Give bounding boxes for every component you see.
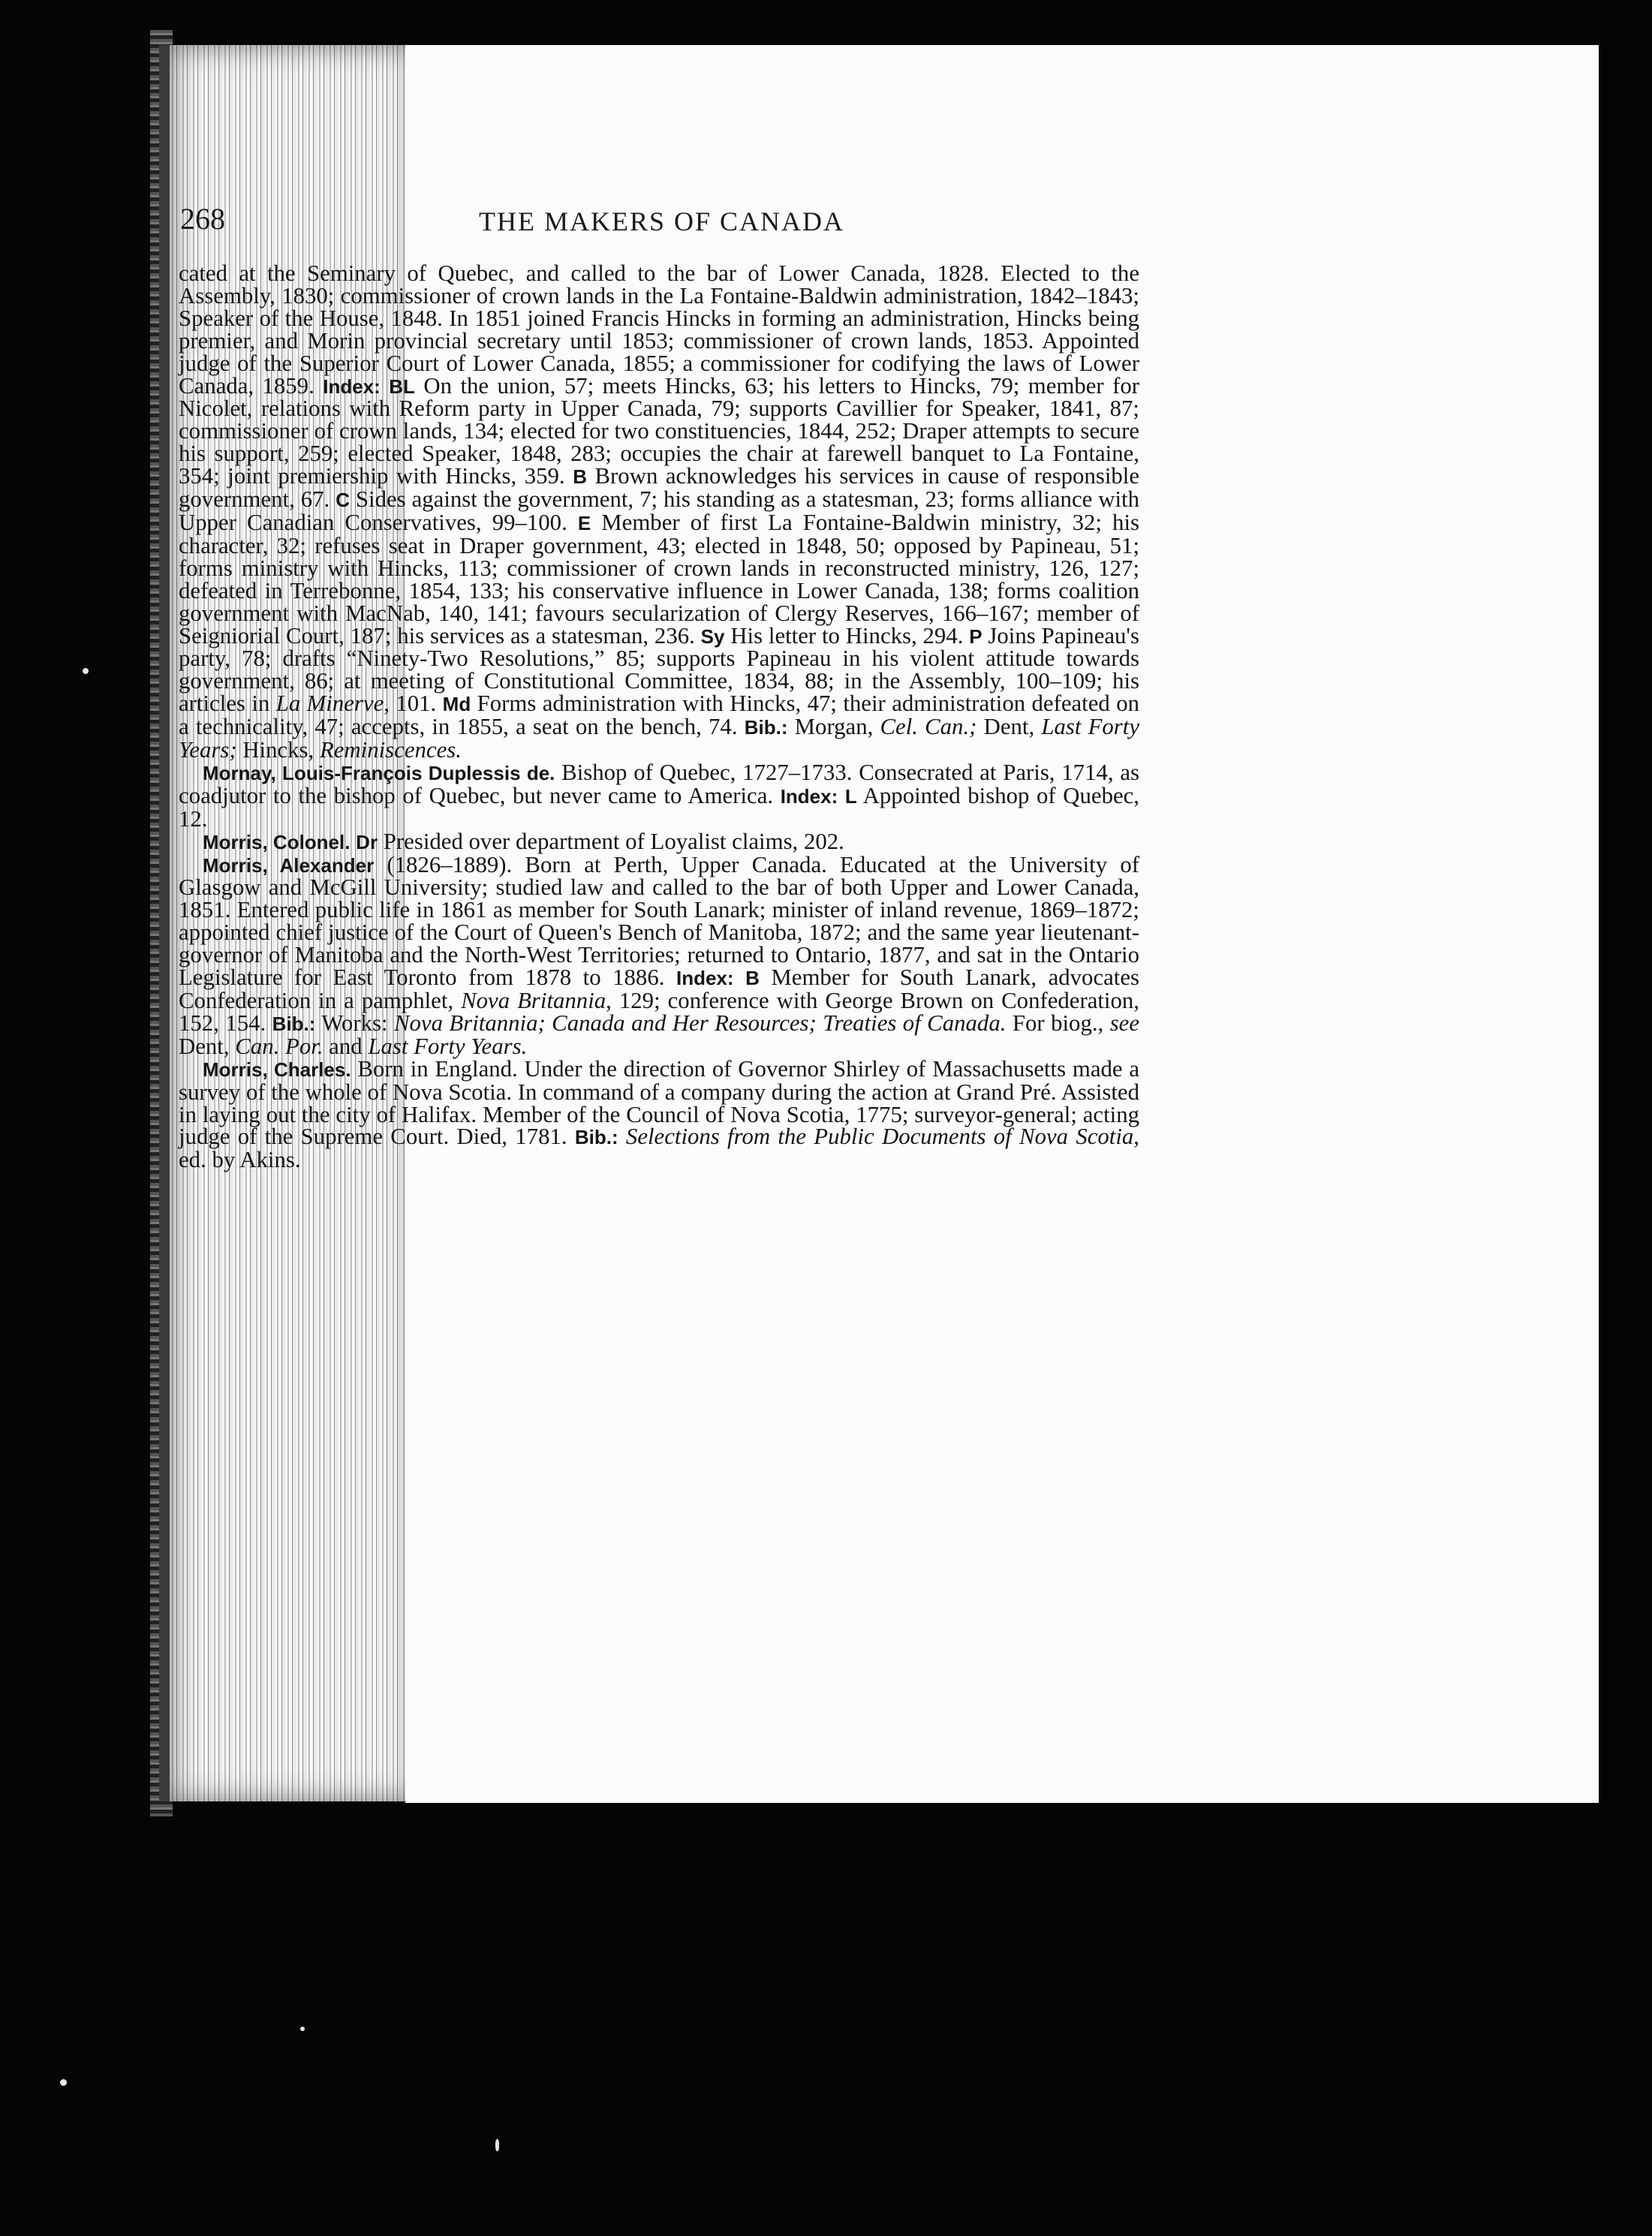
entry-text: On the union, 57; meets Hincks, 63; his letters to Hincks, 79; member for Nicolet, relations with Reform party in Upper Canada, 79; supports Cavillier for Speaker, 1841, 87; commissioner of crown lands, 134; elected for two constituencies, 1844, 252; Draper attempts to secure his support, 259; elected Speaker, 1848, 283; occupies the chair at farewell banquet to La Fontaine, 354; joint premiership with Hincks, 359.	[179, 372, 1139, 489]
page-number: 268	[180, 202, 225, 236]
entry-text: Dent,	[179, 1033, 236, 1059]
index-label: Index:	[676, 967, 734, 990]
index-label: C	[336, 489, 350, 512]
entry-text: His letter to Hincks, 294.	[724, 622, 970, 649]
entry-text: Brown acknowledges his services in cause of responsible government, 67.	[179, 463, 1140, 513]
index-label: Bib.:	[744, 716, 788, 739]
index-label: Bib.:	[272, 1012, 316, 1035]
index-label: P	[969, 624, 982, 648]
scan-speck	[300, 2027, 305, 2031]
index-label: Index:	[323, 375, 381, 398]
italic-title: Nova Britannia	[461, 988, 606, 1013]
entry-text: Hincks,	[236, 737, 320, 763]
entry-text: Presided over department of Loyalist claims, 202.	[378, 828, 844, 854]
italic-title: Reminiscences.	[319, 737, 462, 763]
entry-text: Member of first La Fontaine-Baldwin ministry, 32; his character, 32; refuses seat in Draper government, 43; elected in 1848, 50; opposed by Papineau, 51; forms ministry with Hincks, 113; commissioner of crown lands in reconstructed ministry, 126, 127; defeated in Terrebonne, 1854, 133; his conservative influence in Lower Canada, 138; forms coalition government with MacNab, 140, 141; favours secularization of Clergy Reserves, 166–167; member of Seigniorial Court, 187; his services as a statesman, 236.	[179, 509, 1139, 649]
index-body	[179, 260, 1140, 1173]
entry-text: cated at the Seminary of Quebec, and called to the bar of Lower Canada, 1828. Elected to the Assembly, 1830; commissioner of crown lands in the La Fontaine-Baldwin administration, 1842–1843; Speaker of the House, 1848. In 1851 joined Francis Hincks in forming an administration, Hincks being premier, and Morin provincial secretary until 1853; commissioner of crown lands, 1853. Appointed judge of the Superior Court of Lower Canada, 1855; a commissioner for codifying the laws of Lower Canada, 1859.	[179, 260, 1139, 399]
index-label: Index:	[780, 784, 838, 808]
index-entry	[179, 851, 1140, 1059]
entry-text: Dent,	[976, 714, 1042, 740]
index-label: B	[745, 967, 760, 990]
entry-text: Morgan,	[787, 714, 880, 740]
entry-text: Works:	[315, 1010, 394, 1036]
index-label: E	[577, 511, 591, 534]
running-title: THE MAKERS OF CANADA	[479, 206, 845, 236]
entry-text	[618, 1124, 626, 1149]
entry-text: Bishop of Quebec, 1727–1733. Consecrated at Paris, 1714, as coadjutor to the bishop of Quebec, but never came to America.	[179, 759, 1140, 808]
index-entry	[179, 828, 1139, 854]
index-label: L	[844, 784, 857, 808]
entry-text	[838, 783, 845, 808]
entry-text	[381, 373, 389, 399]
entry-text: (1826–1889). Born at Perth, Upper Canada. Educated at the University of Glasgow and McGill University; studied law and called to the bar of both Upper and Lower Canada, 1851. Entered public life in 1861 as member for South Lanark; minister of inland revenue, 1869–1872; appointed chief justice of the Court of Queen's Bench of Manitoba, 1872; and the same year lieutenant-governor of Manitoba and the North-West Territories; returned to Ontario, 1877, and sat in the Ontario Legislature for East Toronto from 1878 to 1886.	[179, 851, 1139, 991]
entry-continuation	[179, 260, 1140, 763]
index-label: B	[573, 465, 587, 489]
entry-text: Member for South Lanark, advocates Confederation in a pamphlet,	[179, 965, 1139, 1013]
entry-heading: Morris, Colonel.	[203, 830, 351, 853]
italic-title: Cel. Can.;	[880, 714, 977, 740]
entry-text: , 129; conference with George Brown on Confederation, 152, 154.	[179, 988, 1139, 1036]
index-label: BL	[389, 375, 415, 398]
index-entry	[179, 759, 1140, 832]
entry-text	[734, 965, 746, 990]
index-label: Bib.:	[574, 1126, 618, 1149]
italic-title: Last Forty Years.	[368, 1033, 528, 1059]
index-label: Md	[442, 693, 471, 716]
italic-title: see	[1109, 1010, 1140, 1036]
index-entry	[179, 1055, 1139, 1173]
italic-title: Can. Por.	[235, 1033, 323, 1059]
entry-text: Joins Papineau's party, 78; drafts “Ninety-Two Resolutions,” 85; supports Papineau in his violent attitude towards government, 86; at meeting of Constitutional Committee, 1834, 88; in the Assembly, 100–109; his articles in	[179, 622, 1139, 717]
entry-heading: Mornay, Louis-François Duplessis de.	[203, 761, 555, 784]
entry-text: For biog.,	[1006, 1010, 1110, 1036]
scan-speck	[60, 2079, 67, 2086]
italic-title: Selections from the Public Documents of Nova Scotia	[625, 1124, 1134, 1150]
entry-text: and	[323, 1033, 369, 1059]
italic-title: La Minerve	[275, 691, 384, 717]
index-label: Dr	[356, 830, 378, 853]
index-label: Sy	[700, 624, 725, 648]
entry-heading: Morris, Charles.	[203, 1058, 351, 1081]
entry-text: , 101.	[384, 691, 443, 717]
entry-text: Appointed bishop of Quebec, 12.	[179, 782, 1140, 832]
entry-text: , ed. by Akins.	[179, 1124, 1139, 1173]
scan-speck	[83, 668, 89, 674]
italic-title: Nova Britannia; Canada and Her Resources; Treaties of Canada.	[393, 1010, 1007, 1036]
entry-heading: Morris, Alexander	[203, 853, 375, 877]
entry-text: Sides against the government, 7; his standing as a statesman, 23; forms alliance with Upper Canadian Conservatives, 99–100.	[179, 486, 1139, 535]
entry-text: Forms administration with Hincks, 47; their administration defeated on a technicality, 47; accepts, in 1855, a seat on the bench, 74.	[179, 691, 1140, 740]
scan-speck	[495, 2139, 499, 2151]
italic-title: Last Forty Years;	[179, 714, 1140, 763]
entry-text: Born in England. Under the direction of Governor Shirley of Massachusetts made a survey of the whole of Nova Scotia. In command of a company during the action at Grand Pré. Assisted in laying out the city of Halifax. Member of the Council of Nova Scotia, 1775; surveyor-general; acting judge of the Supreme Court. Died, 1781.	[179, 1055, 1139, 1150]
